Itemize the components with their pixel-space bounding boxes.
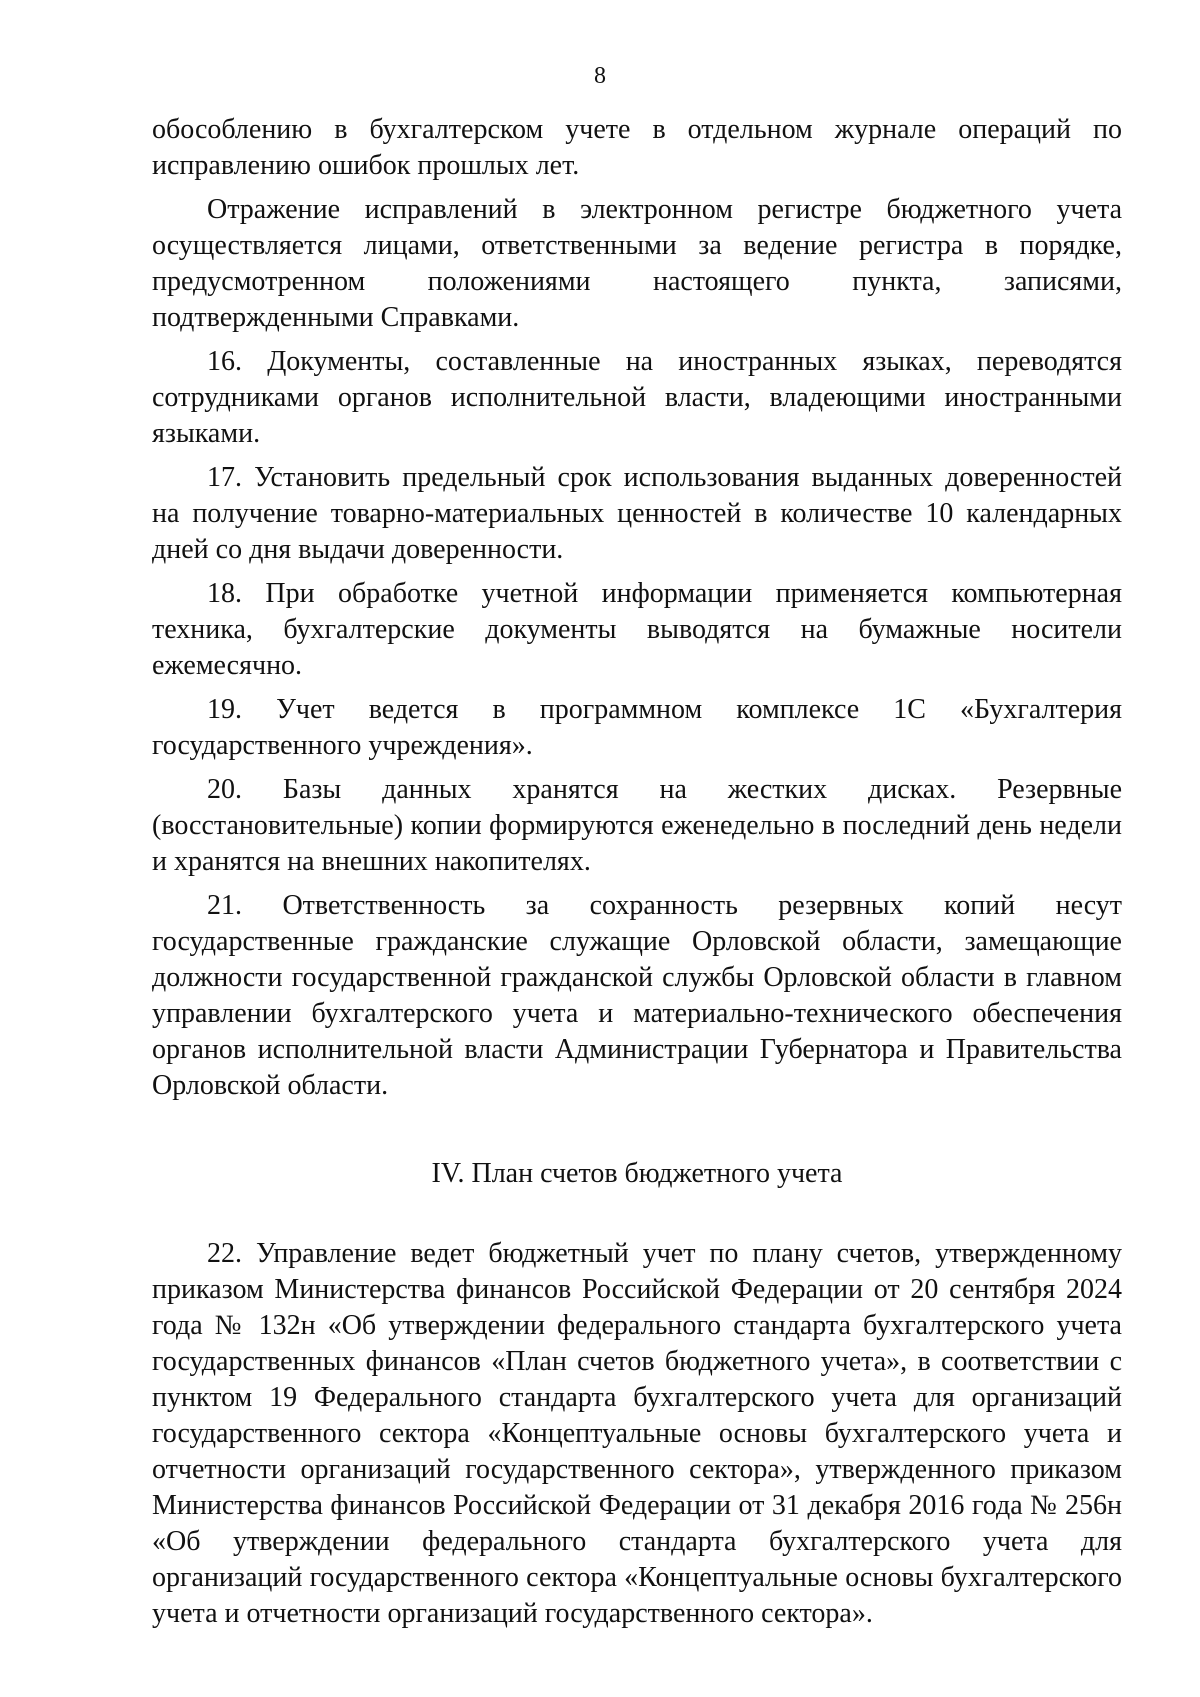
paragraph-18: 18. При обработке учетной информации применяется компьютерная техника, бухгалтерские документы выводятся на бумажные носители ежемесячно.: [152, 578, 1122, 681]
paragraph-corrections: Отражение исправлений в электронном регистре бюджетного учета осуществляется лицами, ответственными за ведение регистра в порядке, предусмотренном положениями настоящего пункта, записями, подтвержденными Справками.: [152, 194, 1122, 333]
paragraph-16: 16. Документы, составленные на иностранных языках, переводятся сотрудниками органов исполнительной власти, владеющими иностранными языками.: [152, 346, 1122, 449]
paragraph-17: 17. Установить предельный срок использования выданных доверенностей на получение товарно-материальных ценностей в количестве 10 календарных дней со дня выдачи доверенности.: [152, 462, 1122, 565]
paragraph-21: 21. Ответственность за сохранность резервных копий несут государственные гражданские служащие Орловской области, замещающие должности государственной гражданской службы Орловской области в главном управлении бухгалтерского учета и материально-технического обеспечения органов исполнительной власти Администрации Губернатора и Правительства Орловской области.: [152, 890, 1122, 1101]
paragraph-continuation: обособлению в бухгалтерском учете в отдельном журнале операций по исправлению ошибок прошлых лет.: [152, 114, 1122, 181]
page-number: 8: [594, 63, 606, 89]
paragraph-20: 20. Базы данных хранятся на жестких дисках. Резервные (восстановительные) копии формируются еженедельно в последний день недели и хранятся на внешних накопителях.: [152, 774, 1122, 877]
paragraph-22: 22. Управление ведет бюджетный учет по плану счетов, утвержденному приказом Министерства финансов Российской Федерации от 20 сентября 2024 года № 132н «Об утверждении федерального стандарта бухгалтерского учета государственных финансов «План счетов бюджетного учета», в соответствии с пунктом 19 Федерального стандарта бухгалтерского учета для организаций государственного сектора «Концептуальные основы бухгалтерского учета и отчетности организаций государственного сектора», утвержденного приказом Министерства финансов Российской Федерации от 31 декабря 2016 года № 256н «Об утверждении федерального стандарта бухгалтерского учета для организаций государственного сектора «Концептуальные основы бухгалтерского учета и отчетности организаций государственного сектора».: [152, 1238, 1122, 1629]
top-paragraphs: [152, 112, 1122, 1104]
document-body: [152, 112, 1122, 1640]
paragraph-19: 19. Учет ведется в программном комплексе 1С «Бухгалтерия государственного учреждения».: [152, 694, 1122, 761]
section-heading: IV. План счетов бюджетного учета: [431, 1158, 843, 1189]
bottom-paragraphs: [152, 1236, 1122, 1632]
